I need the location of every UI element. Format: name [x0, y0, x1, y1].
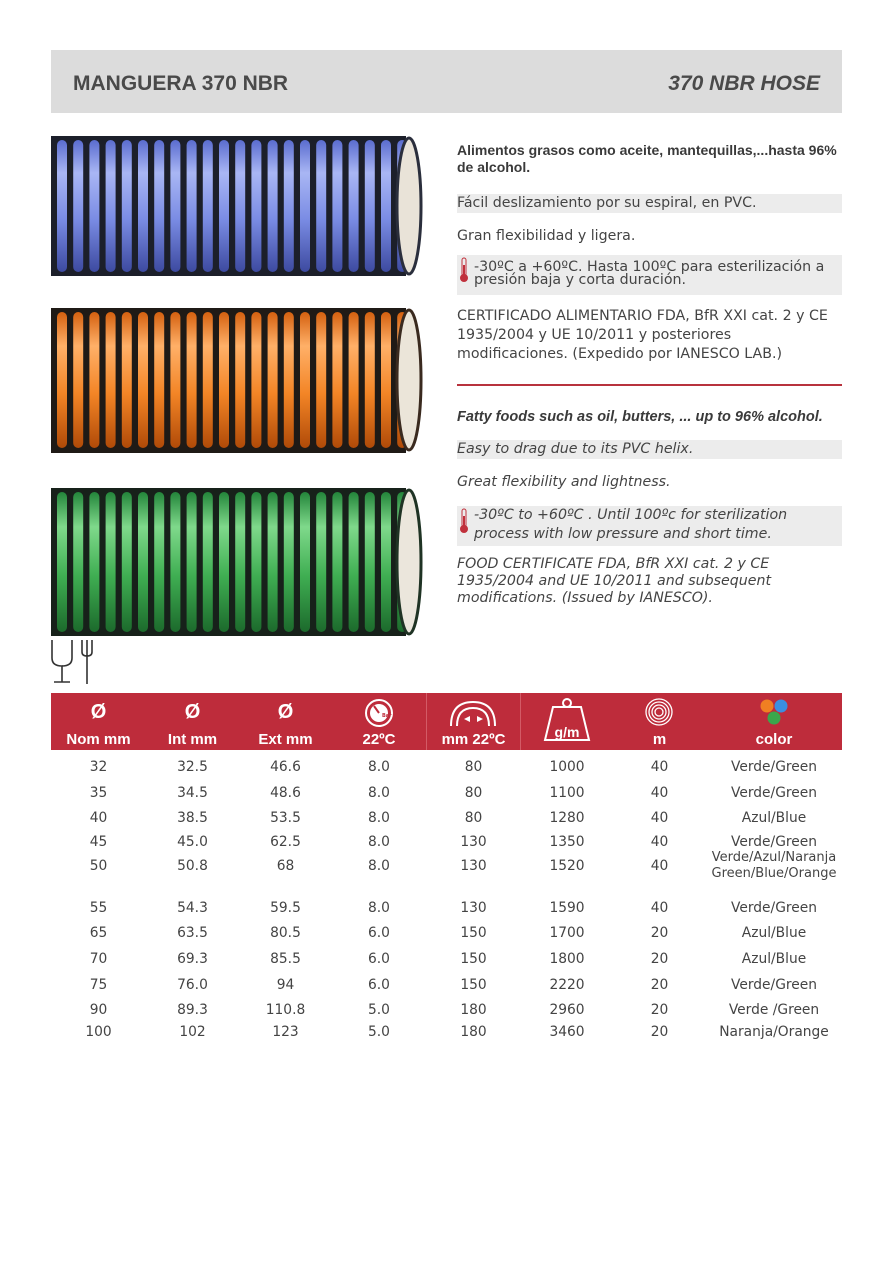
color-dots-icon: [706, 697, 842, 727]
table-cell: 68: [276, 858, 295, 874]
table-cell: Verde/Green: [731, 785, 817, 801]
table-cell: 80.5: [270, 925, 301, 941]
gauge-label: Bar: [382, 713, 392, 719]
table-cell: 90: [89, 1002, 108, 1018]
table-cell: 45: [89, 834, 108, 850]
headline-en: Fatty foods such as oil, butters, ... up to 96% alcohol.: [457, 409, 823, 425]
table-cell: 69.3: [177, 951, 208, 967]
table-cell: Verde/Green: [731, 900, 817, 916]
certificate-en: FOOD CERTIFICATE FDA, BfR XXI cat. 2 y CE 1935/2004 and UE 10/2011 and subsequent modifications. (Issued by IANESCO).: [457, 556, 772, 606]
table-cell: 32.5: [177, 759, 208, 775]
temperature-es: -30ºC a +60ºC. Hasta 100ºC para esterilización a presión baja y corta duración.: [474, 259, 825, 288]
col-external-diameter: Ø Ext mm: [239, 693, 332, 750]
feature-flex-es: Gran flexibilidad y ligera.: [457, 228, 636, 244]
table-cell: 54.3: [177, 900, 208, 916]
table-cell: 1590: [549, 900, 585, 916]
table-cell: 100: [85, 1024, 112, 1040]
table-cell: 2960: [549, 1002, 585, 1018]
title-bar: [51, 50, 842, 113]
thermometer-icon: [459, 508, 469, 534]
temperature-en: -30ºC to +60ºC . Until 100ºc for sterilization process with low pressure and short time.: [474, 507, 788, 542]
diameter-icon: Ø: [90, 701, 107, 723]
table-cell: Naranja/Orange: [719, 1024, 829, 1040]
pressure-gauge-icon: [332, 697, 426, 727]
table-cell: Verde/Green: [731, 759, 817, 775]
table-cell: 80: [464, 785, 483, 801]
table-cell: 123: [272, 1024, 299, 1040]
certificate-es: CERTIFICADO ALIMENTARIO FDA, BfR XXI cat. 2 y CE 1935/2004 y UE 10/2011 y posteriores modificaciones. (Expedido por IANESCO LAB.): [457, 308, 828, 362]
language-divider: [457, 384, 842, 386]
table-cell: Verde/Green: [731, 977, 817, 993]
table-cell: 38.5: [177, 810, 208, 826]
diameter-icon: Ø: [277, 701, 294, 723]
table-cell: 46.6: [270, 759, 301, 775]
table-cell: 40: [650, 900, 669, 916]
table-cell: 48.6: [270, 785, 301, 801]
table-cell: 34.5: [177, 785, 208, 801]
table-cell: 130: [460, 900, 487, 916]
table-cell: 130: [460, 858, 487, 874]
table-cell: 8.0: [368, 759, 390, 775]
col-internal-diameter: Ø Int mm: [146, 693, 239, 750]
table-cell: 102: [179, 1024, 206, 1040]
table-cell: Verde/Green: [731, 834, 817, 850]
table-cell: 20: [650, 1002, 669, 1018]
table-cell: 50.8: [177, 858, 208, 874]
col-bend-radius: mm 22ºC: [427, 693, 520, 750]
table-cell: 3460: [549, 1024, 585, 1040]
table-cell: 53.5: [270, 810, 301, 826]
table-cell: 5.0: [368, 1002, 390, 1018]
table-cell: 5.0: [368, 1024, 390, 1040]
table-cell: Azul/Blue: [741, 951, 807, 967]
table-cell: 6.0: [368, 977, 390, 993]
col-pressure: Bar 22ºC: [332, 693, 426, 750]
table-cell: 1520: [549, 858, 585, 874]
bend-radius-icon: [427, 697, 520, 727]
table-cell: 94: [276, 977, 295, 993]
feature-slide-es: Fácil deslizamiento por su espiral, en PVC.: [457, 194, 842, 213]
table-cell: 59.5: [270, 900, 301, 916]
table-cell: 40: [650, 858, 669, 874]
table-cell: 6.0: [368, 951, 390, 967]
table-cell: 1800: [549, 951, 585, 967]
table-cell: 55: [89, 900, 108, 916]
table-cell: 32: [89, 759, 108, 775]
table-cell: 85.5: [270, 951, 301, 967]
table-cell: 35: [89, 785, 108, 801]
table-cell: 80: [464, 810, 483, 826]
food-safe-glass-fork-icon: [50, 638, 98, 686]
table-cell: 65: [89, 925, 108, 941]
table-cell: 180: [460, 1002, 487, 1018]
table-cell: 40: [650, 834, 669, 850]
table-cell: Verde /Green: [728, 1002, 820, 1018]
table-cell: 89.3: [177, 1002, 208, 1018]
table-cell: 180: [460, 1024, 487, 1040]
table-cell: 40: [650, 810, 669, 826]
table-cell: 1350: [549, 834, 585, 850]
coil-length-icon: [613, 697, 706, 727]
table-cell: 8.0: [368, 858, 390, 874]
table-cell: 1700: [549, 925, 585, 941]
table-cell: 40: [650, 759, 669, 775]
table-cell: 20: [650, 925, 669, 941]
temperature-block-en: [457, 506, 842, 546]
table-cell: 1100: [549, 785, 585, 801]
col-weight: g/m: [521, 693, 613, 750]
thermometer-icon: [459, 257, 469, 283]
table-cell: 40: [650, 785, 669, 801]
spec-table-header: [51, 693, 842, 750]
table-cell: 76.0: [177, 977, 208, 993]
table-cell: 130: [460, 834, 487, 850]
table-cell: 1000: [549, 759, 585, 775]
table-cell: 75: [89, 977, 108, 993]
table-cell: 8.0: [368, 834, 390, 850]
table-cell: 8.0: [368, 810, 390, 826]
table-cell: 20: [650, 1024, 669, 1040]
feature-slide-en: Easy to drag due to its PVC helix.: [457, 440, 842, 459]
table-cell: 1280: [549, 810, 585, 826]
table-cell: 150: [460, 951, 487, 967]
blue-hose-image: [51, 130, 436, 285]
table-cell: 20: [650, 977, 669, 993]
diameter-icon: Ø: [184, 701, 201, 723]
table-cell: 8.0: [368, 785, 390, 801]
table-cell: 150: [460, 925, 487, 941]
title-english: 370 NBR HOSE: [668, 72, 820, 95]
table-cell: 80: [464, 759, 483, 775]
col-color: color: [706, 693, 842, 750]
headline-es: Alimentos grasos como aceite, mantequillas,...hasta 96% de alcohol.: [457, 142, 837, 175]
col-coil-length: m: [613, 693, 706, 750]
table-cell: 62.5: [270, 834, 301, 850]
table-cell: Verde/Azul/Naranja Green/Blue/Orange: [711, 850, 837, 881]
table-cell: 6.0: [368, 925, 390, 941]
col-nominal-diameter: Ø Nom mm: [51, 693, 146, 750]
table-cell: 8.0: [368, 900, 390, 916]
table-cell: Azul/Blue: [741, 810, 807, 826]
table-cell: 63.5: [177, 925, 208, 941]
table-cell: 2220: [549, 977, 585, 993]
table-cell: 110.8: [265, 1002, 306, 1018]
table-cell: 45.0: [177, 834, 208, 850]
table-cell: 70: [89, 951, 108, 967]
title-spanish: MANGUERA 370 NBR: [73, 72, 289, 95]
table-cell: 40: [89, 810, 108, 826]
table-cell: 150: [460, 977, 487, 993]
green-hose-image: [51, 470, 436, 642]
table-cell: 50: [89, 858, 108, 874]
temperature-block-es: [457, 255, 842, 295]
orange-hose-image: [51, 300, 436, 460]
table-cell: Azul/Blue: [741, 925, 807, 941]
feature-flex-en: Great flexibility and lightness.: [457, 474, 671, 490]
table-cell: 20: [650, 951, 669, 967]
